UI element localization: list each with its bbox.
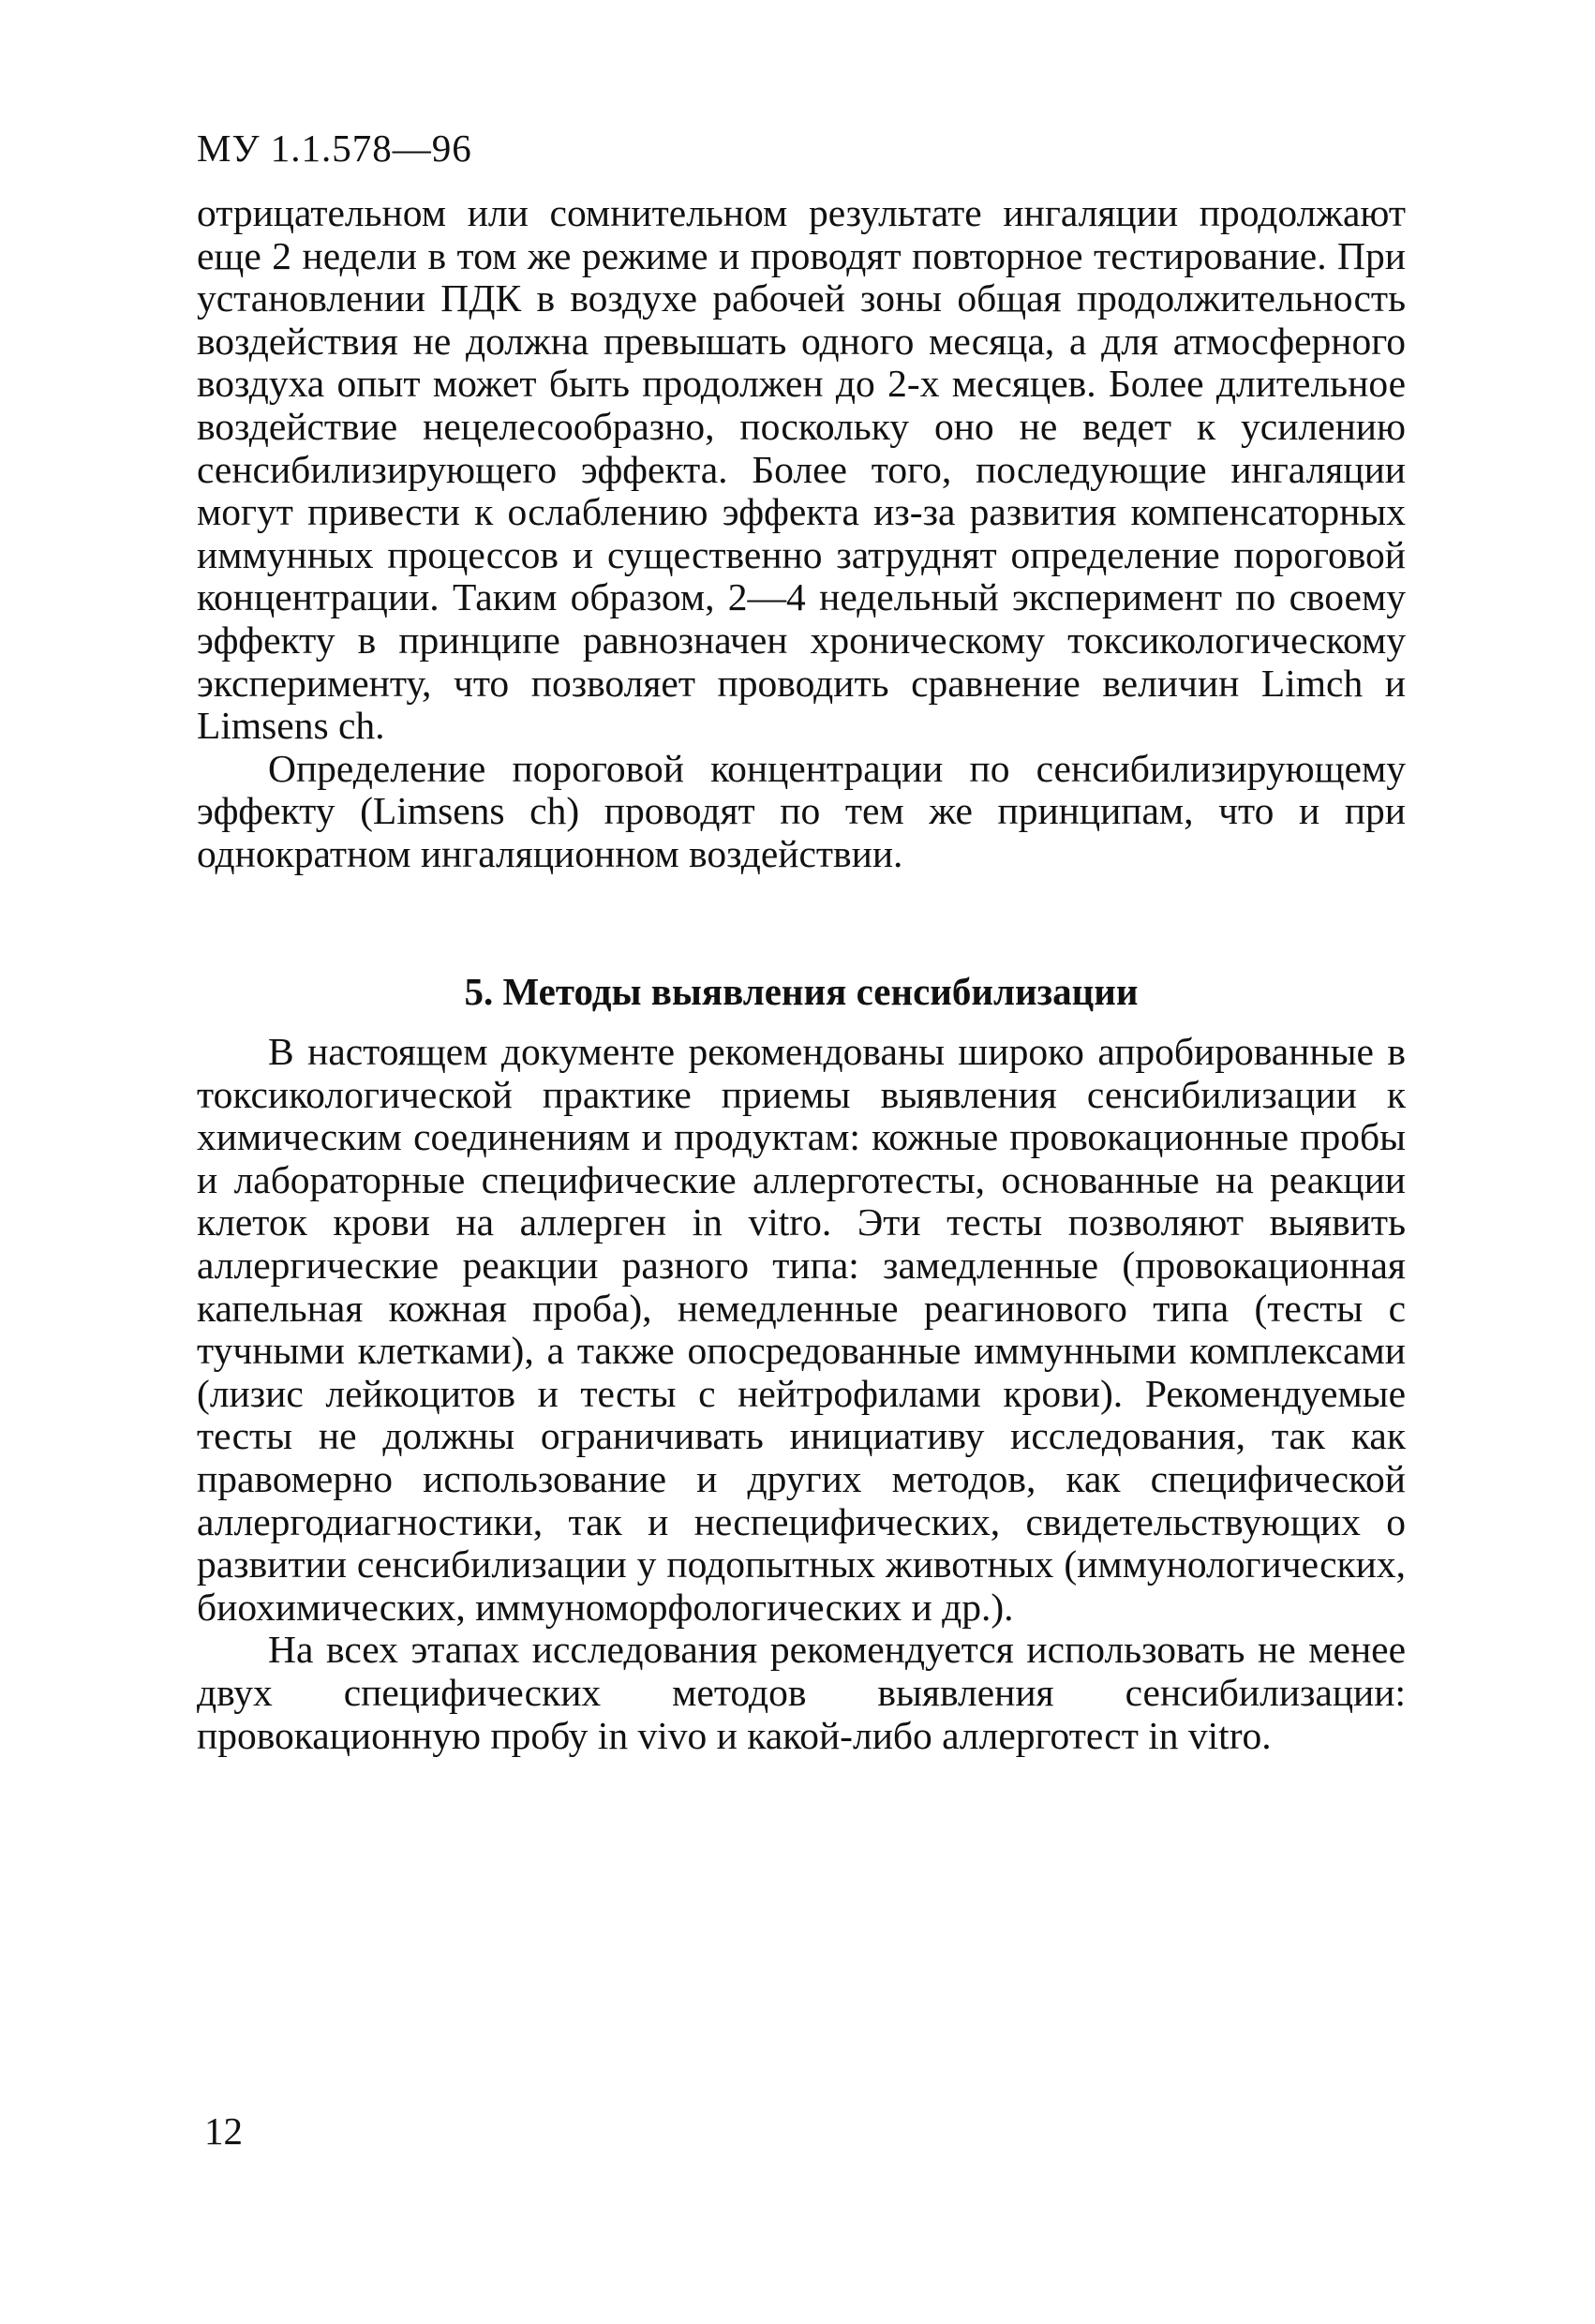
text-block-upper xyxy=(197,192,1406,876)
paragraph-methods-overview: В настоящем документе рекомендованы широко апробированные в токсикологической практике приемы выявления сенсибилизации к химическим соединениям и продуктам: кожные провокационные пробы и лабораторные специфические аллерготесты, основанные на реакции клеток крови на аллерген in vitro. Эти тесты позволяют выявить аллергические реакции разного типа: замедленные (провокационная капельная кожная проба), немедленные реагинового типа (тесты с тучными клетками), а также опосредованные иммунными комплексами (лизис лейкоцитов и тесты с нейтрофилами крови). Рекомендуемые тесты не должны ограничивать инициативу исследования, так как правомерно использование и других методов, как специфической аллергодиагностики, так и неспецифических, свидетельствующих о развитии сенсибилизации у подопытных животных (иммунологических, биохимических, иммуноморфологических и др.). xyxy=(197,1030,1406,1629)
paragraph-threshold-definition: Определение пороговой концентрации по сенсибилизирующему эффекту (Limsens ch) проводят по тем же принципам, что и при однократном ингаляционном воздействии. xyxy=(197,746,1406,875)
paragraph-methods-recommendation: На всех этапах исследования рекомендуется использовать не менее двух специфических методов выявления сенсибилизации: провокационную пробу in vivo и какой-либо аллерготест in vitro. xyxy=(197,1628,1406,1757)
section-heading: 5. Методы выявления сенсибилизации xyxy=(464,970,1139,1013)
text-block-lower xyxy=(197,1031,1406,1757)
page-number: 12 xyxy=(204,2109,243,2153)
document-code-header: МУ 1.1.578—96 xyxy=(197,127,472,170)
paragraph-continuation: отрицательном или сомнительном результате ингаляции продолжают еще 2 недели в том же режиме и проводят повторное тестирование. При установлении ПДК в воздухе рабочей зоны общая продолжительность воздействия не должна превышать одного месяца, а для атмосферного воздуха опыт может быть продолжен до 2-х месяцев. Более длительное воздействие нецелесообразно, поскольку оно не ведет к усилению сенсибилизирующего эффекта. Более того, последующие ингаляции могут привести к ослаблению эффекта из-за развития компенсаторных иммунных процессов и существенно затруднят определение пороговой концентрации. Таким образом, 2—4 недельный эксперимент по своему эффекту в принципе равнозначен хроническому токсикологическому эксперименту, что позволяет проводить сравнение величин Limch и Limsens ch. xyxy=(197,191,1406,748)
